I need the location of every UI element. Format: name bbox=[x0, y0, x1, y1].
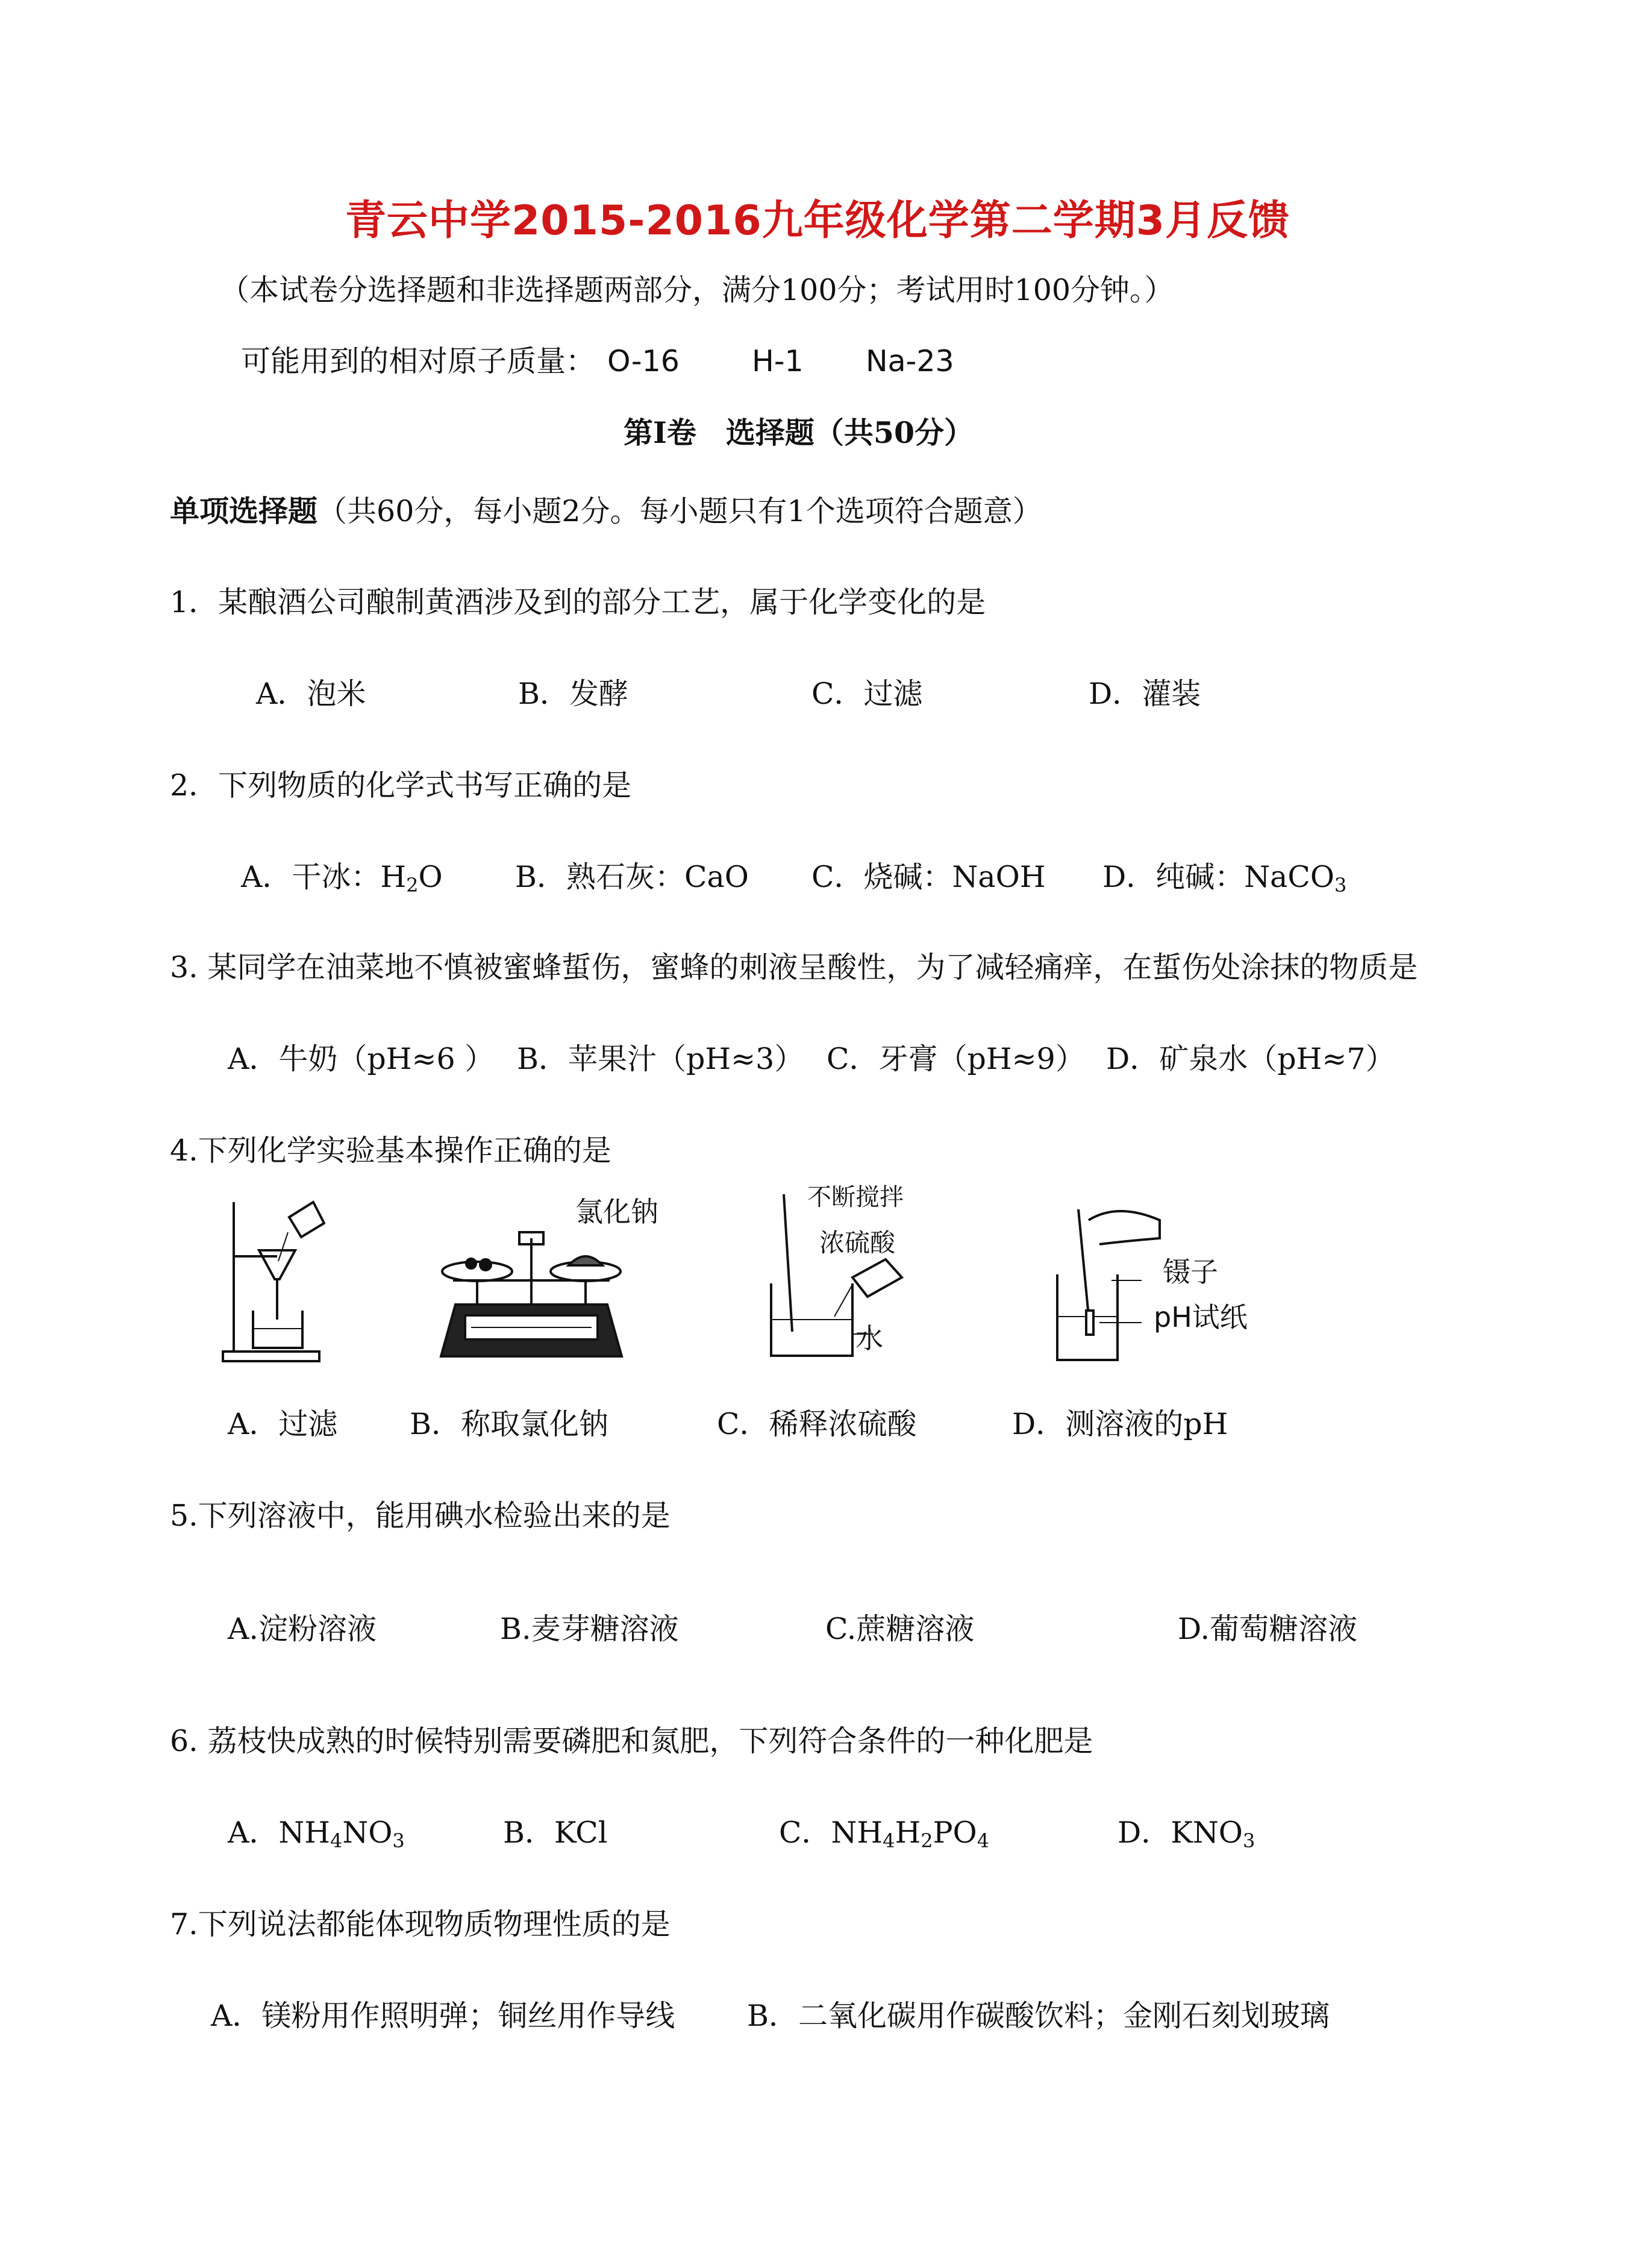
q6-option-c: C．$NH_4H_2PO_4$ bbox=[779, 1815, 990, 1852]
q1-option-d: D．灌装 bbox=[1089, 677, 1201, 711]
q1-option-c: C．过滤 bbox=[811, 677, 923, 711]
q6-option-b: B．KCl bbox=[503, 1815, 608, 1850]
q3-option-d: D．矿泉水（pH≈7） bbox=[1106, 1042, 1395, 1076]
q1-stem: 1．某酿酒公司酿制黄酒涉及到的部分工艺，属于化学变化的是 bbox=[170, 585, 986, 619]
atomic-mass-label: 可能用到的相对原子质量： bbox=[241, 344, 596, 378]
nacl-label: 氯化钠 bbox=[575, 1195, 658, 1228]
q7-stem: 7.下列说法都能体现物质物理性质的是 bbox=[170, 1907, 671, 1941]
q3-option-c: C．牙膏（pH≈9） bbox=[827, 1042, 1085, 1076]
dilution-figure bbox=[762, 1187, 907, 1362]
q2-option-b: B．熟石灰：CaO bbox=[515, 860, 749, 894]
q6-option-a: A．$NH_4NO_3$ bbox=[228, 1815, 405, 1852]
instructions-rest: （共60分，每小题2分。每小题只有1个选项符合题意） bbox=[317, 494, 1042, 528]
q2-option-a: A．干冰：$H_2O$ bbox=[241, 860, 443, 897]
q6-option-d: D．$KNO_3$ bbox=[1118, 1815, 1255, 1852]
q2-option-d: D．纯碱：NaCO$_3$ bbox=[1102, 860, 1347, 897]
q1-option-a: A．泡米 bbox=[256, 677, 366, 711]
ph-test-figure bbox=[1051, 1196, 1172, 1365]
page-title: 青云中学2015-2016九年级化学第二学期3月反馈 bbox=[345, 197, 1290, 245]
instructions-bold: 单项选择题 bbox=[170, 493, 318, 528]
water-label: 水 bbox=[855, 1322, 883, 1355]
stir-label: 不断搅拌 bbox=[807, 1183, 904, 1211]
q4-option-b: B．称取氯化钠 bbox=[410, 1407, 609, 1441]
q7-option-a: A．镁粉用作照明弹；铜丝用作导线 bbox=[211, 1999, 675, 2033]
acid-label: 浓硫酸 bbox=[819, 1228, 896, 1258]
q2-stem: 2．下列物质的化学式书写正确的是 bbox=[170, 768, 632, 803]
q6-stem: 6. 荔枝快成熟的时候特别需要磷肥和氮肥，下列符合条件的一种化肥是 bbox=[170, 1724, 1093, 1758]
section-title: 第Ⅰ卷 选择题（共50分） bbox=[624, 415, 974, 450]
q3-option-a: A．牛奶（pH≈6 ） bbox=[228, 1042, 495, 1076]
q5-option-d: D.葡萄糖溶液 bbox=[1178, 1612, 1358, 1646]
q3-stem: 3. 某同学在油菜地不慎被蜜蜂蜇伤，蜜蜂的刺液呈酸性，为了减轻痛痒，在蜇伤处涂抹的物质是 bbox=[170, 950, 1418, 985]
ph-paper-label: pH试纸 bbox=[1154, 1301, 1248, 1333]
q3-option-b: B．苹果汁（pH≈3） bbox=[517, 1042, 804, 1076]
filtration-figure bbox=[217, 1190, 325, 1365]
atomic-mass-o: O-16 bbox=[607, 344, 680, 378]
q7-option-b: B．二氧化碳用作碳酸饮料；金刚石刻划玻璃 bbox=[747, 1999, 1330, 2033]
q5-option-b: B.麦芽糖溶液 bbox=[500, 1612, 679, 1646]
atomic-mass-na: Na-23 bbox=[866, 344, 954, 378]
q4-option-d: D．测溶液的pH bbox=[1012, 1407, 1228, 1441]
q2-option-c: C．烧碱：NaOH bbox=[811, 860, 1046, 894]
instructions bbox=[170, 493, 1042, 530]
q5-option-a: A.淀粉溶液 bbox=[228, 1612, 377, 1646]
q5-stem: 5.下列溶液中，能用碘水检验出来的是 bbox=[170, 1499, 671, 1533]
q1-option-b: B．发酵 bbox=[518, 677, 629, 711]
q5-option-c: C.蔗糖溶液 bbox=[825, 1612, 975, 1646]
tweezers-label: 镊子 bbox=[1163, 1256, 1218, 1288]
exam-note: （本试卷分选择题和非选择题两部分，满分100分；考试用时100分钟。） bbox=[220, 273, 1174, 307]
q4-option-a: A．过滤 bbox=[228, 1407, 338, 1441]
q4-stem: 4.下列化学实验基本操作正确的是 bbox=[170, 1133, 611, 1168]
q4-option-c: C．稀释浓硫酸 bbox=[717, 1407, 917, 1441]
atomic-mass-h: H-1 bbox=[752, 344, 804, 378]
balance-figure bbox=[429, 1214, 634, 1365]
